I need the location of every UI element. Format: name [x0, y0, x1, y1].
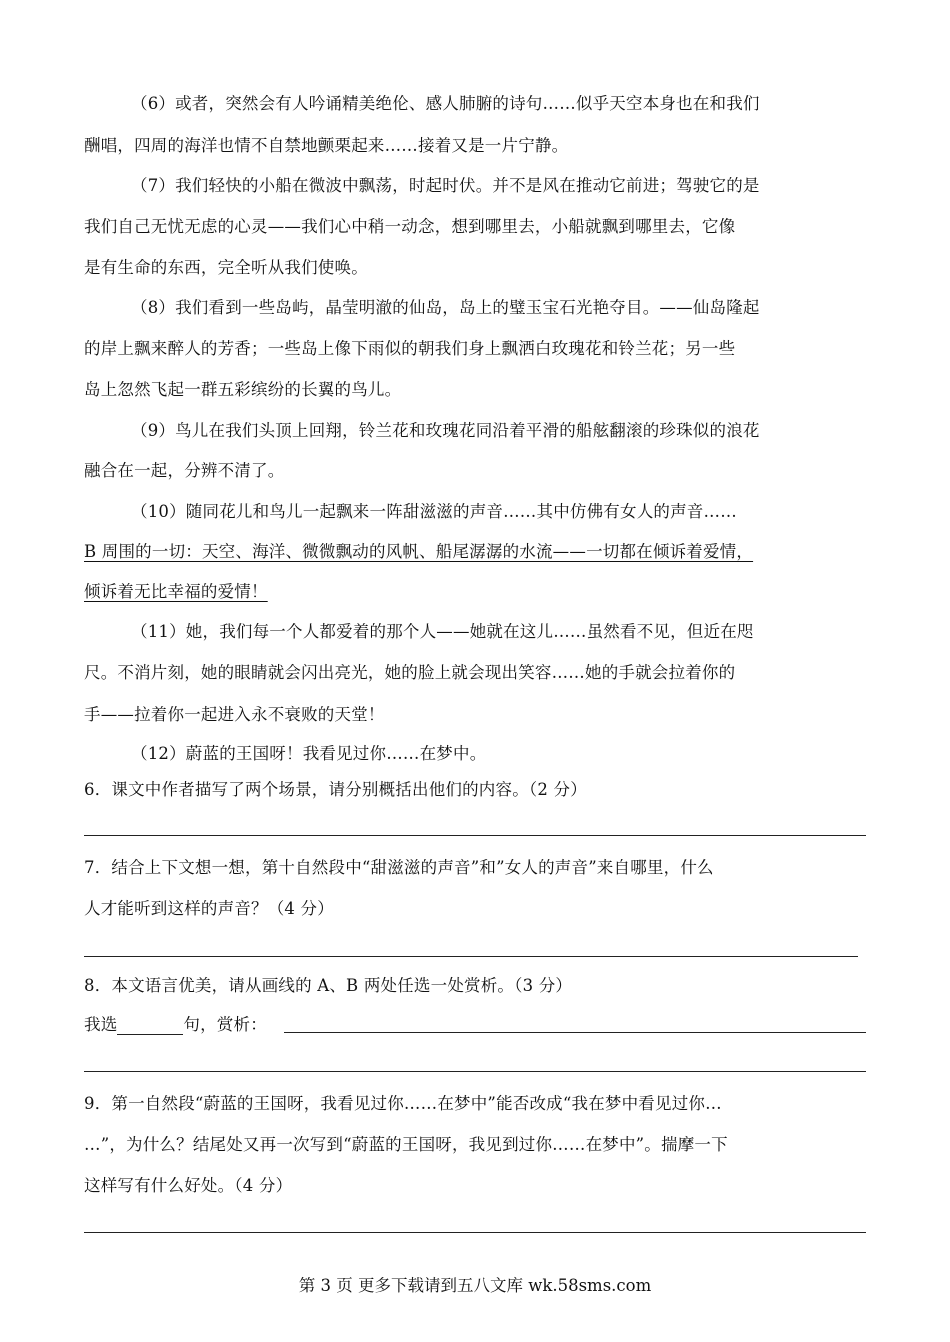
question-8-line-1: 8．本文语言优美，请从画线的 A、B 两处任选一处赏析。（3 分） — [84, 976, 573, 995]
page-footer: 第 3 页 更多下载请到五八文库 wk.58sms.com — [298, 1276, 652, 1295]
question-9-line-3: 这样写有什么好处。（4 分） — [84, 1176, 293, 1195]
question-9-line-1: 9．第一自然段“蔚蓝的王国呀，我看见过你……在梦中”能否改成“我在梦中看见过你… — [84, 1094, 722, 1113]
underlined-sentence-b-line-1: B 周围的一切：天空、海洋、微微飘动的风帆、船尾潺潺的水流——一切都在倾诉着爱情， — [84, 542, 754, 561]
question-8-choice-line — [84, 1015, 267, 1035]
paragraph-6-line-2: 酬唱，四周的海洋也情不自禁地颤栗起来……接着又是一片宁静。 — [84, 136, 569, 155]
underlined-sentence-b-line-2: 倾诉着无比幸福的爱情！ — [84, 582, 268, 601]
question-8-sentence-blank[interactable] — [117, 1016, 183, 1035]
paragraph-11-line-3: 手——拉着你一起进入永不衰败的天堂！ — [84, 705, 385, 724]
paragraph-8-line-2: 的岸上飘来醉人的芳香；一些岛上像下雨似的朝我们身上飘洒白玫瑰花和铃兰花；另一些 — [84, 339, 736, 358]
paragraph-7-line-2: 我们自己无忧无虑的心灵——我们心中稍一动念，想到哪里去，小船就飘到哪里去，它像 — [84, 217, 736, 236]
paragraph-7-line-1: （7）我们轻快的小船在微波中飘荡，时起时伏。并不是风在推动它前进；驾驶它的是 — [131, 176, 760, 195]
question-7-line-2: 人才能听到这样的声音？（4 分） — [84, 899, 334, 918]
question-9-line-2: …”，为什么？结尾处又再一次写到“蔚蓝的王国呀，我见到过你……在梦中”。揣摩一下 — [84, 1135, 728, 1154]
question-6-text: 6．课文中作者描写了两个场景，请分别概括出他们的内容。（2 分） — [84, 780, 587, 799]
paragraph-8-line-3: 岛上忽然飞起一群五彩缤纷的长翼的鸟儿。 — [84, 380, 402, 399]
question-8-prefix: 我选 — [84, 1015, 118, 1034]
paragraph-7-line-3: 是有生命的东西，完全听从我们使唤。 — [84, 258, 368, 277]
paragraph-9-line-2: 融合在一起，分辨不清了。 — [84, 461, 285, 480]
question-7-line-1: 7．结合上下文想一想，第十自然段中“甜滋滋的声音”和”女人的声音”来自哪里，什么 — [84, 858, 714, 877]
paragraph-8-line-1: （8）我们看到一些岛屿，晶莹明澈的仙岛，岛上的璧玉宝石光艳夺目。——仙岛隆起 — [131, 298, 760, 317]
question-8-middle: 句，赏析： — [183, 1015, 267, 1034]
paragraph-6-line-1: （6）或者，突然会有人吟诵精美绝伦、感人肺腑的诗句……似乎天空本身也在和我们 — [131, 94, 760, 113]
paragraph-11-line-1: （11）她，我们每一个人都爱着的那个人——她就在这儿……虽然看不见，但近在咫 — [131, 622, 754, 641]
question-8-analysis-blank[interactable] — [284, 1032, 866, 1033]
paragraph-12-line-1: （12）蔚蓝的王国呀！我看见过你……在梦中。 — [131, 744, 487, 763]
paragraph-10-line-1: （10）随同花儿和鸟儿一起飘来一阵甜滋滋的声音……其中仿佛有女人的声音…… — [131, 502, 737, 521]
question-9-answer-line[interactable] — [84, 1232, 866, 1233]
question-8-answer-line[interactable] — [84, 1071, 866, 1072]
paragraph-11-line-2: 尺。不消片刻，她的眼睛就会闪出亮光，她的脸上就会现出笑容……她的手就会拉着你的 — [84, 663, 736, 682]
paragraph-9-line-1: （9）鸟儿在我们头顶上回翔，铃兰花和玫瑰花同沿着平滑的船舷翻滚的珍珠似的浪花 — [131, 421, 760, 440]
question-6-answer-line[interactable] — [84, 835, 866, 836]
question-7-answer-line[interactable] — [84, 956, 858, 957]
